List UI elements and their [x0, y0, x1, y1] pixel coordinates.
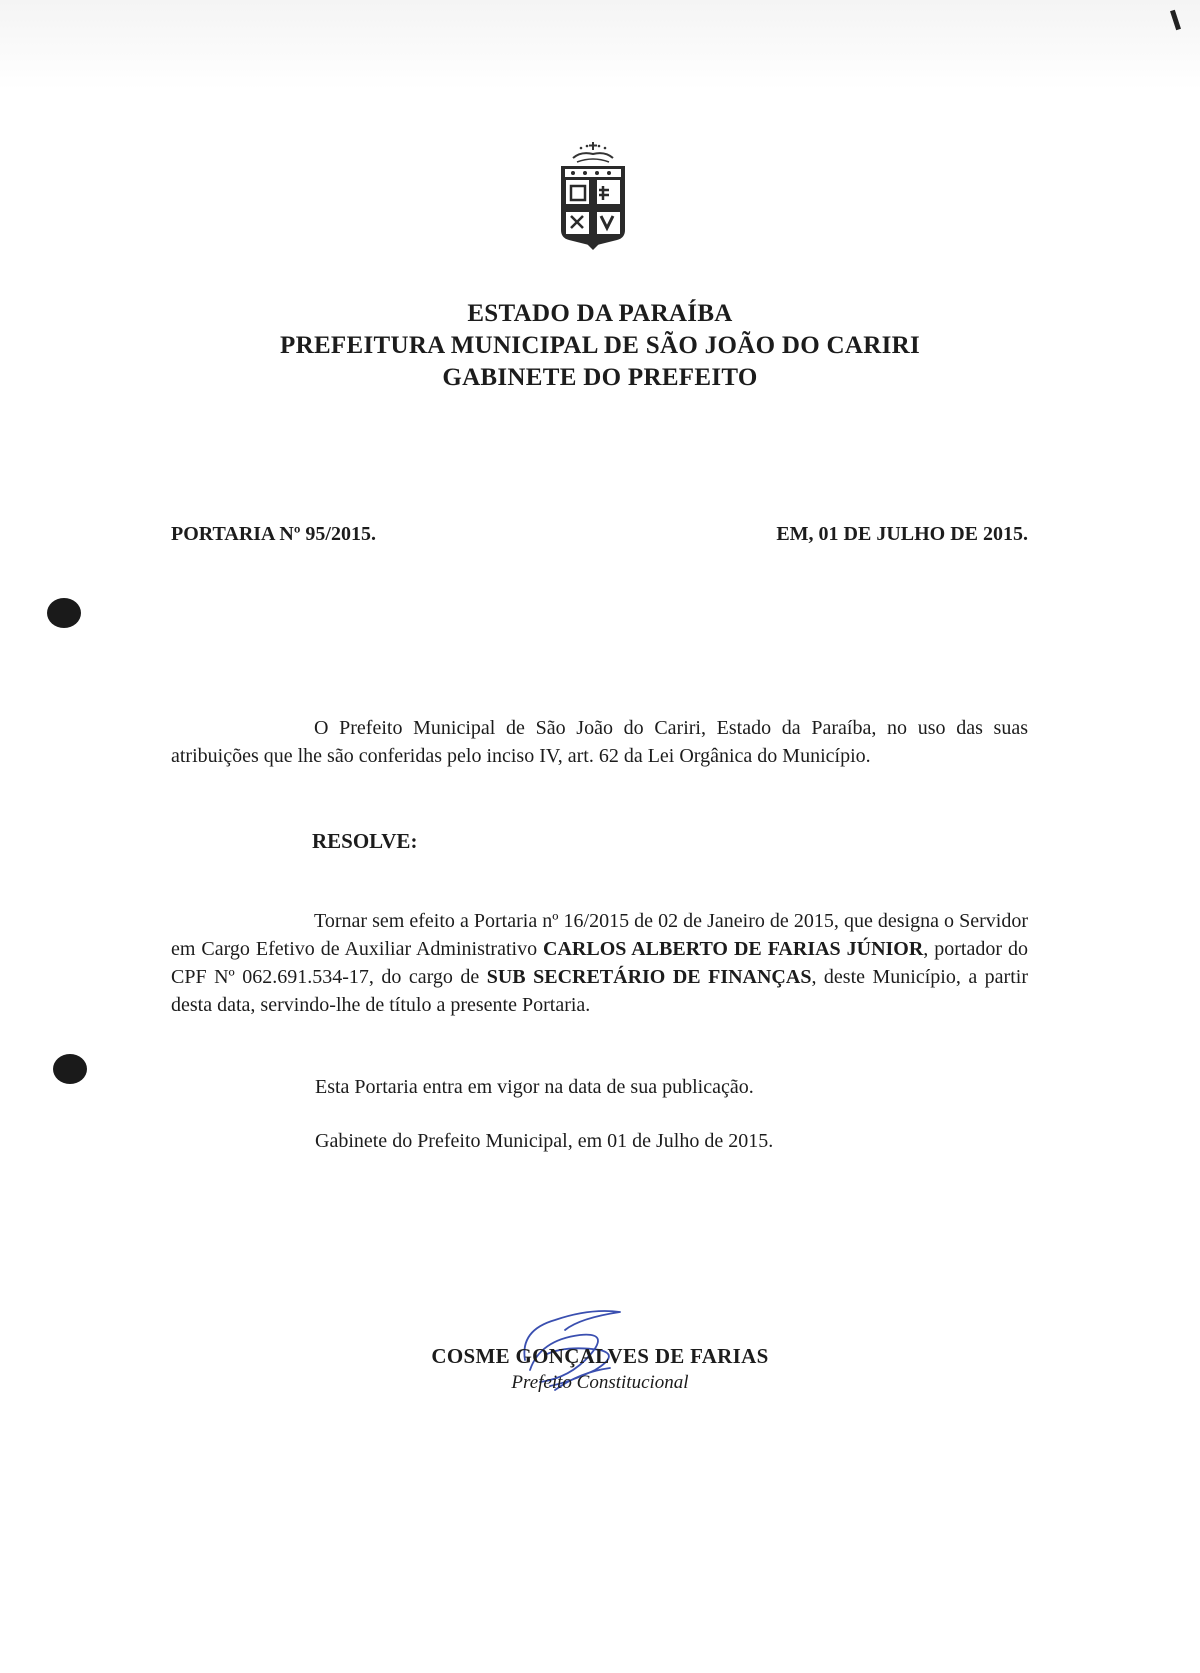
effective-paragraph: Esta Portaria entra em vigor na data de sua publicação. [315, 1076, 754, 1098]
resolution-text-1: Tornar sem efeito a Portaria nº 16/2015 de 02 de Janeiro de 2015, que designa o Servidor em Cargo Efetivo de Auxiliar Administrativo [171, 910, 1028, 960]
header-office: GABINETE DO PREFEITO [442, 364, 758, 391]
closing-paragraph: Gabinete do Prefeito Municipal, em 01 de Julho de 2015. [315, 1130, 774, 1152]
scan-shadow [0, 0, 1200, 90]
document-number: PORTARIA Nº 95/2015. [171, 523, 376, 545]
intro-paragraph: O Prefeito Municipal de São João do Cariri, Estado da Paraíba, no uso das suas atribuições que lhe são conferidas pelo inciso IV, art. 62 da Lei Orgânica do Município. [171, 717, 1028, 767]
punch-hole-top [47, 598, 81, 628]
signatory-name: COSME GONÇALVES DE FARIAS [431, 1344, 769, 1368]
punch-hole-bottom [53, 1054, 87, 1084]
header-state: ESTADO DA PARAÍBA [467, 300, 733, 327]
municipal-crest-icon [551, 142, 635, 254]
document-date: EM, 01 DE JULHO DE 2015. [776, 523, 1028, 545]
resolve-label: RESOLVE: [312, 829, 418, 853]
position-name: SUB SECRETÁRIO DE FINANÇAS [486, 966, 812, 988]
header-municipality: PREFEITURA MUNICIPAL DE SÃO JOÃO DO CARIRI [280, 332, 920, 359]
employee-name: CARLOS ALBERTO DE FARIAS JÚNIOR [543, 938, 924, 960]
signatory-title: Prefeito Constitucional [511, 1372, 689, 1393]
resolution-paragraph [171, 907, 1028, 1019]
resolution-text-3: , deste Município, a partir desta data, servindo-lhe de título a presente Portaria. [171, 966, 1028, 1016]
resolution-text-2: , portador do CPF Nº 062.691.534-17, do cargo de [171, 938, 1028, 988]
